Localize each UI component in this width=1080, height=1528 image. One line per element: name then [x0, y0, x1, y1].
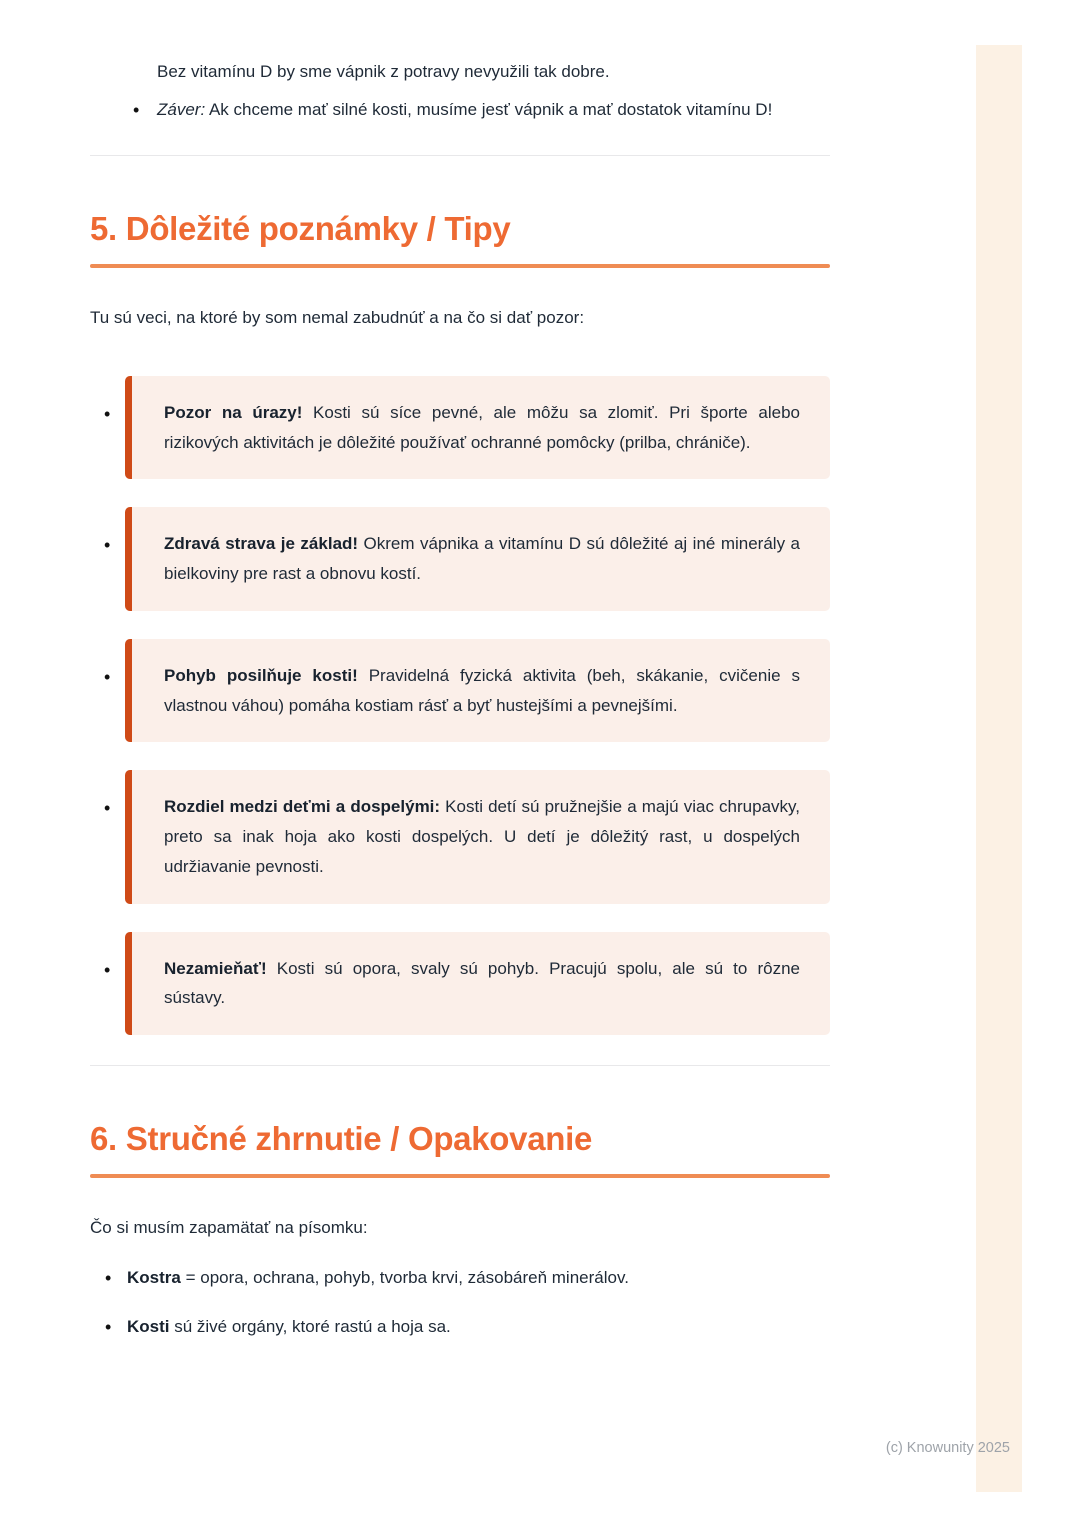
section-5-intro: Tu sú veci, na ktoré by som nemal zabudnúť a na čo si dať pozor: — [90, 307, 585, 327]
summary-point — [127, 1313, 830, 1342]
tip-text — [164, 398, 800, 458]
heading-underline — [90, 264, 830, 268]
tip-callout — [125, 932, 830, 1036]
tip-body: Okrem vápnika a vitamínu D sú dôležité aj iné minerály a bielkoviny pre rast a obnovu kostí. — [164, 534, 800, 584]
tip-body: Pravidelná fyzická aktivita (beh, skákanie, cvičenie s vlastnou váhou) pomáha kostiam rásť a byť hustejšími a pevnejšími. — [164, 665, 800, 715]
tips-list — [90, 376, 830, 1035]
list-item — [90, 1313, 830, 1342]
tip-lead: Nezamieňať! — [164, 958, 267, 978]
bullet-dot: • — [105, 1268, 112, 1289]
continuation-text: Bez vitamínu D by sme vápnik z potravy nevyužili tak dobre. — [157, 62, 610, 81]
tip-item — [90, 507, 830, 611]
tip-text — [164, 529, 800, 589]
bullet-dot: • — [104, 666, 111, 687]
tip-callout — [125, 507, 830, 611]
conclusion-text — [157, 96, 830, 125]
tip-lead: Zdravá strava je základ! — [164, 534, 359, 554]
copyright-credit: (c) Knowunity 2025 — [885, 1440, 1010, 1456]
tip-lead: Pozor na úrazy! — [164, 402, 303, 422]
summary-term: Kostra — [127, 1268, 181, 1288]
list-item — [90, 1264, 830, 1293]
section-5-title: 5. Dôležité poznámky / Tipy — [90, 209, 511, 247]
tip-item — [90, 770, 830, 903]
tip-body: Kosti sú opora, svaly sú pohyb. Pracujú spolu, ale sú to rôzne sústavy. — [164, 958, 800, 1008]
section-divider — [90, 1065, 830, 1066]
bullet-dot: • — [105, 1316, 112, 1337]
summary-text: sú živé orgány, ktoré rastú a hoja sa. — [169, 1316, 451, 1336]
tip-text — [164, 661, 800, 721]
summary-term: Kosti — [127, 1316, 170, 1336]
bullet-dot: • — [104, 403, 111, 424]
list-item — [90, 96, 830, 125]
heading-underline — [90, 1174, 830, 1178]
summary-point — [127, 1264, 830, 1293]
tip-callout — [125, 639, 830, 743]
tip-callout — [125, 376, 830, 480]
bullet-dot: • — [104, 798, 111, 819]
tip-lead: Pohyb posilňuje kosti! — [164, 665, 358, 685]
conclusion-label: Záver: — [157, 100, 206, 120]
tip-callout — [125, 770, 830, 903]
bullet-dot: • — [104, 959, 111, 980]
tip-item — [90, 932, 830, 1036]
summary-list — [90, 1264, 830, 1342]
tip-item — [90, 376, 830, 480]
tip-text — [164, 954, 800, 1014]
summary-text: = opora, ochrana, pohyb, tvorba krvi, zásobáreň minerálov. — [180, 1268, 629, 1288]
tip-text — [164, 792, 800, 881]
tip-body: Kosti detí sú pružnejšie a majú viac chrupavky, preto sa inak hoja ako kosti dospelých. U detí je dôležitý rast, u dospelých udržiavanie pevnosti. — [164, 797, 800, 876]
conclusion-body: Ak chceme mať silné kosti, musíme jesť vápnik a mať dostatok vitamínu D! — [205, 100, 773, 120]
tip-lead: Rozdiel medzi deťmi a dospelými: — [164, 797, 441, 817]
tip-item — [90, 639, 830, 743]
tip-body: Kosti sú síce pevné, ale môžu sa zlomiť. Pri športe alebo rizikových aktivitách je dôležité používať ochranné pomôcky (prilba, chrániče). — [164, 402, 800, 452]
bullet-dot: • — [133, 100, 140, 121]
section-6-intro: Čo si musím zapamätať na písomku: — [90, 1218, 368, 1238]
section-divider — [90, 155, 830, 156]
bullet-dot: • — [104, 535, 111, 556]
section-6-title: 6. Stručné zhrnutie / Opakovanie — [90, 1120, 593, 1158]
